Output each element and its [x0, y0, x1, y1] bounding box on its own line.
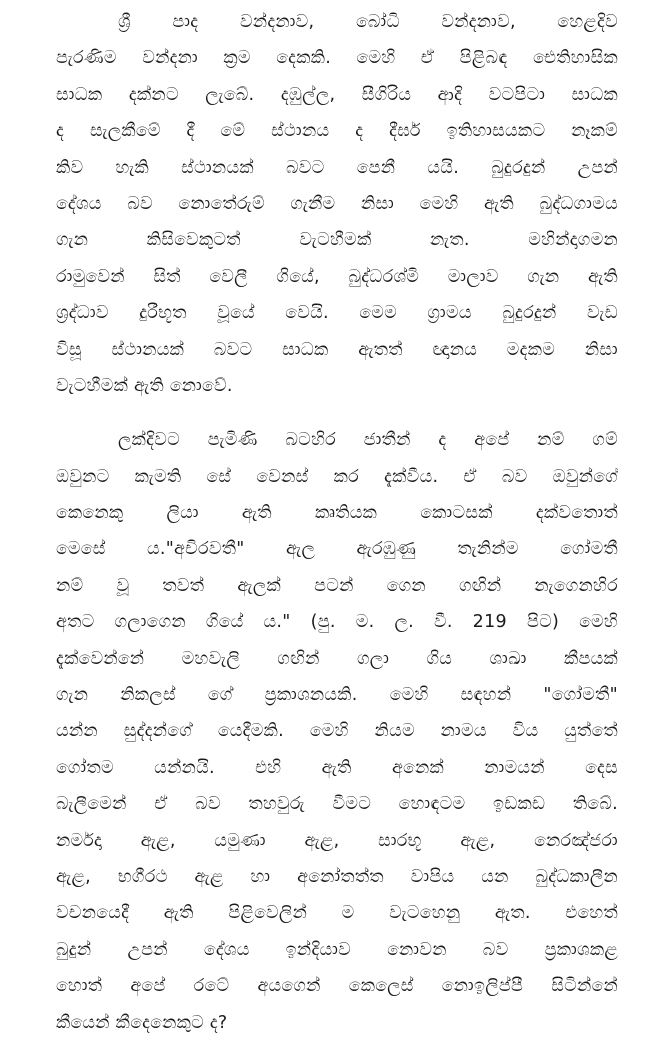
- text-line: වැටහීමක් ඇති නොවේ.: [56, 375, 233, 396]
- text-line: දේශය බව නොතේරුම් ගැනීම නිසා මෙහි ඇති බුද්ධගාමය: [56, 193, 618, 214]
- text-line: ගැන නිකලස් ගේ ප්‍රකාශනයකි. මෙහි සඳහන් "ගෝමතී": [56, 685, 618, 706]
- paragraph-2: [56, 422, 618, 1041]
- text-line: ද සැලකීමේ දී මේ ස්ථානය ද දීර්ඝ ඉතිහාසයකට නෑකම්: [56, 121, 618, 142]
- text-line: කීයෙන් කීදෙනෙකුට ද?: [56, 1012, 228, 1033]
- text-line: දැක්වෙන්නේ මහවැලි ගඟින් ගලා ගිය ශාඛා කීපයක්: [56, 648, 618, 669]
- text-line: ශ්‍රද්ධාව දුරීභූත වූයේ වෙයි. මෙම ග්‍රාමය බුදුරදුන් වැඩ: [56, 303, 618, 324]
- paragraph-1: [56, 4, 618, 404]
- text-line: පැරණිම වන්දනා ක්‍රම දෙකකි. මෙහි ඒ පිළිබඳ ඓතිහාසික: [56, 48, 618, 69]
- text-line: බුදුන් උපන් දේශය ඉන්දියාව නොවන බව ප්‍රකාශකළ: [56, 939, 618, 960]
- text-line: වචනයෙදී ඇති පිළිවෙලින් ම වැටහෙනු ඇත. එහෙත්: [56, 903, 618, 924]
- text-line: ගෝතම යන්නයි. එහි ඇති අනෙක් නාමයන් දෙස: [56, 757, 618, 778]
- text-line: ඇළ, භගීරථ ඇළ හා අනෝතත්ත වාපිය යන බුද්ධකාලීන: [56, 866, 618, 887]
- text-line: යන්න සුද්දන්ගේ යෙදීමකි. මෙහි නියම නාමය විය යුත්තේ: [56, 721, 618, 742]
- text-line: කෙනෙකු ලියා ඇති කෘතියක කොටසක් දක්වතොත්: [56, 503, 618, 524]
- text-line: ශ්‍රී පාද වන්දනාව, බෝධි වන්දනාව, හෙළදිව: [118, 12, 618, 32]
- text-line: නම් වූ තවත් ඇලක් පටන් ගෙන ගඟින් නැගෙනහිර: [56, 575, 618, 596]
- text-line: අතට ගලාගෙන ගියේ ය." (පු. ම. ල. වී. 219 පිට) මෙහි: [56, 612, 618, 633]
- text-line: කිව හැකි ස්ථානයක් බවට පෙනී යයි. බුදුරදුන් උපන්: [56, 157, 618, 178]
- text-line: රාමුවෙන් සිත් වෙලී ගියේ, බුද්ධරශ්මි මාලාව ගැන ඇති: [56, 266, 618, 287]
- text-line: සාධක දක්නට ලැබේ. දඹුල්ල, සීගිරිය ආදි වටපිටා සාධක: [56, 84, 618, 105]
- text-line: බැලීමෙන් ඒ බව තහවුරු වීමට හොඳටම ඉඩකඩ තිබේ.: [56, 794, 618, 815]
- text-line: හොත් අපේ රටේ අයගෙන් කෙලෙස් නොඉලිප්පී සිටින්නේ: [56, 976, 618, 997]
- text-line: විසූ ස්ථානයක් බවට සාධක ඇතත් ඥානය මදකම නිසා: [56, 339, 618, 360]
- text-line: ගැන කිසිවෙකුටත් වැටහීමක් නැත. මහින්දාගමන: [56, 230, 618, 251]
- text-line: මෙසේ ය."අචිරවතී" ඇල ඇරඹුණු තැනින්ම ගෝමතී: [56, 539, 618, 560]
- text-line: නර්මදා ඇළ, යමුණා ඇළ, සාරභූ ඇළ, නෙරඤ්ජරා: [56, 830, 618, 851]
- paragraph-gap: [56, 404, 618, 422]
- text-line: ඔවුනට කැමති සේ වෙනස් කර දැක්වීය. ඒ බව ඔවුන්ගේ: [56, 466, 618, 487]
- text-line: ලක්දිවට පැමිණි බටහිර ජාතීන් ද අපේ නම් ගම්: [118, 430, 618, 451]
